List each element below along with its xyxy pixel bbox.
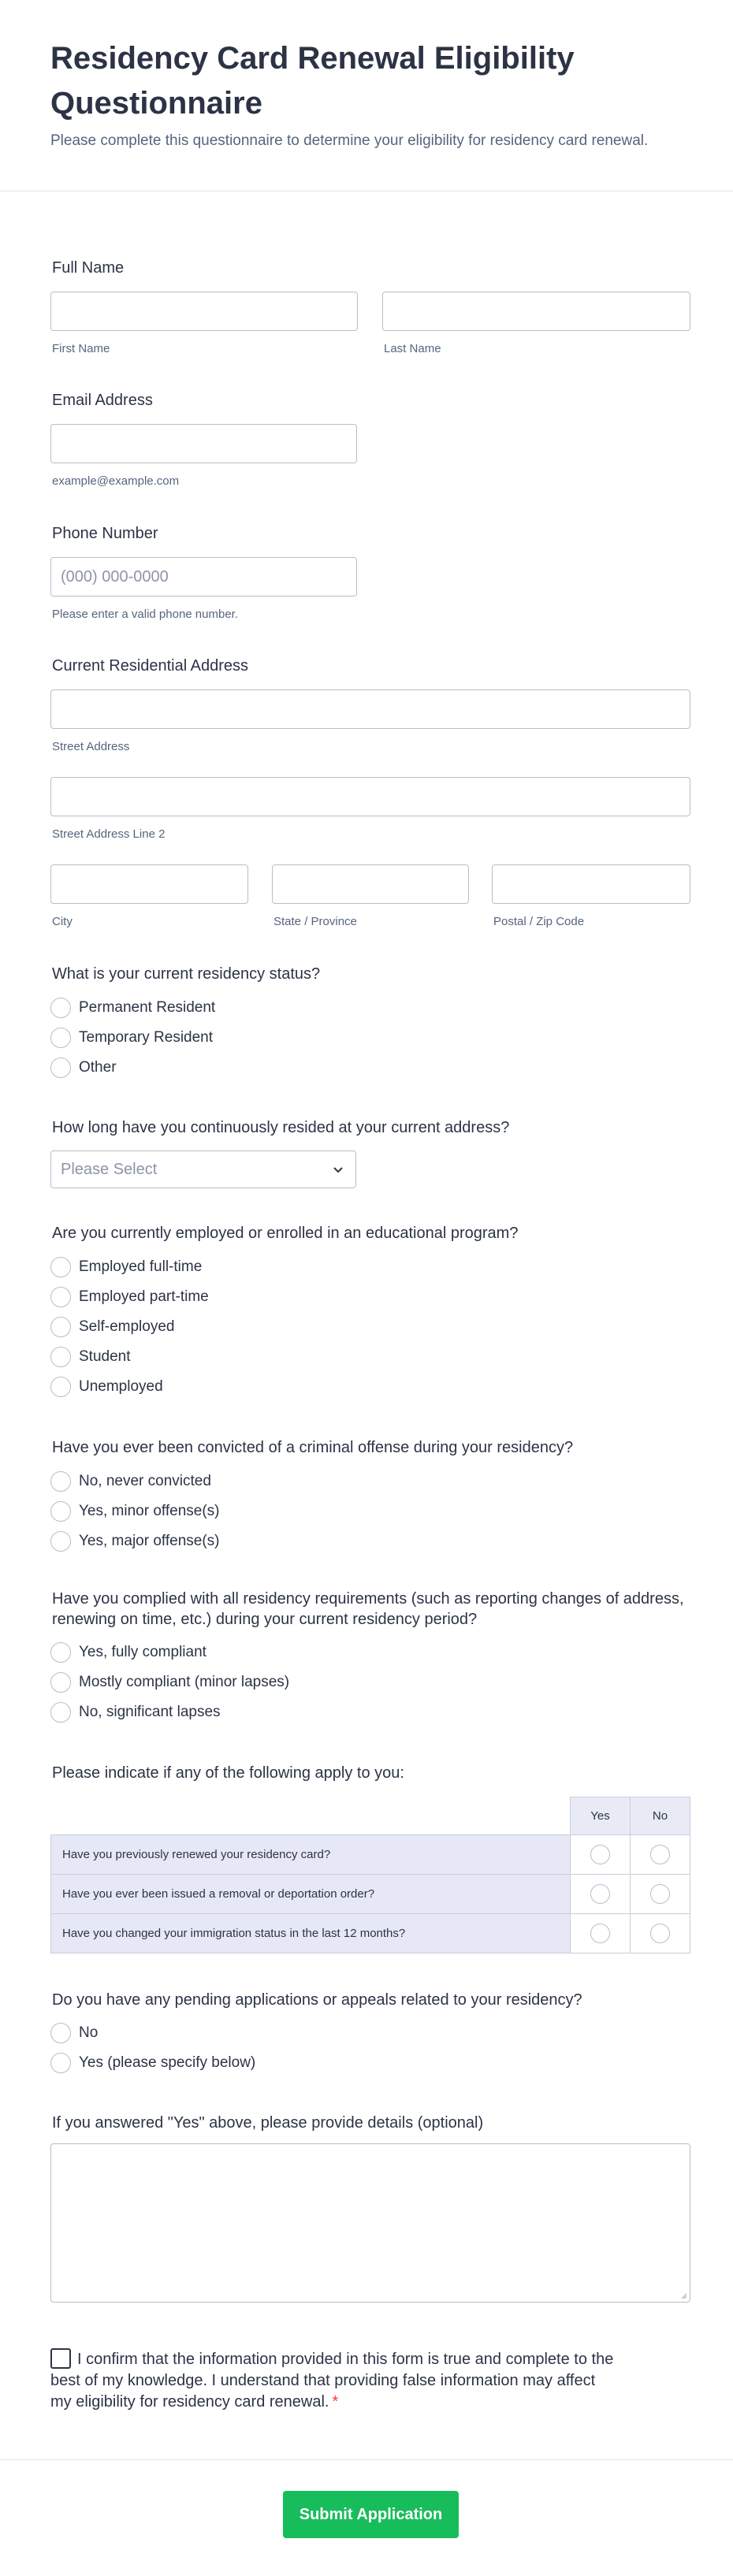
matrix-cell-no[interactable] — [631, 1875, 690, 1914]
matrix-col-yes: Yes — [571, 1797, 631, 1835]
radio-label: Employed part-time — [79, 1288, 209, 1305]
radio-label: Yes (please specify below) — [79, 2054, 256, 2071]
details-label: If you answered "Yes" above, please provide details (optional) — [52, 2114, 484, 2132]
zip-sublabel: Postal / Zip Code — [493, 915, 585, 928]
phone-sublabel: Please enter a valid phone number. — [52, 608, 238, 621]
radio-circle[interactable] — [50, 1257, 71, 1277]
radio-circle[interactable] — [590, 1924, 610, 1943]
email-label: Email Address — [52, 392, 153, 409]
employment-option-student[interactable] — [50, 1346, 131, 1368]
employment-label: Are you currently employed or enrolled in an educational program? — [52, 1225, 519, 1242]
compliance-option-fully[interactable] — [50, 1641, 207, 1663]
city-sublabel: City — [52, 915, 73, 928]
employment-option-part-time[interactable] — [50, 1286, 209, 1308]
required-mark: * — [332, 2393, 339, 2411]
consent-block — [50, 2348, 618, 2413]
matrix-cell-yes[interactable] — [571, 1914, 631, 1953]
matrix-corner — [51, 1797, 571, 1835]
phone-label: Phone Number — [52, 525, 158, 542]
street-address-line2-input[interactable] — [50, 777, 690, 816]
email-input[interactable] — [50, 424, 357, 463]
criminal-label: Have you ever been convicted of a criminal offense during your residency? — [52, 1439, 574, 1456]
street-address-line2-sublabel: Street Address Line 2 — [52, 827, 166, 841]
matrix-table — [50, 1797, 690, 1953]
radio-label: Permanent Resident — [79, 999, 216, 1016]
radio-label: Self-employed — [79, 1318, 175, 1335]
consent-checkbox[interactable] — [50, 2348, 71, 2369]
residency-option-temporary[interactable] — [50, 1027, 213, 1049]
criminal-option-major[interactable] — [50, 1530, 219, 1552]
footer-divider — [0, 2459, 733, 2460]
radio-circle[interactable] — [50, 1702, 71, 1723]
compliance-option-mostly[interactable] — [50, 1671, 289, 1693]
employment-option-self-employed[interactable] — [50, 1316, 174, 1338]
matrix-row-question: Have you ever been issued a removal or deportation order? — [51, 1875, 571, 1914]
matrix-row — [51, 1914, 690, 1953]
criminal-option-minor[interactable] — [50, 1500, 219, 1522]
residency-status-label: What is your current residency status? — [52, 965, 321, 983]
phone-input[interactable] — [50, 557, 357, 597]
radio-circle[interactable] — [50, 1287, 71, 1307]
duration-label: How long have you continuously resided at your current address? — [52, 1119, 510, 1136]
last-name-sublabel: Last Name — [384, 342, 441, 355]
pending-option-no[interactable] — [50, 2022, 98, 2044]
radio-circle[interactable] — [650, 1884, 670, 1904]
email-sublabel: example@example.com — [52, 474, 180, 488]
radio-circle[interactable] — [50, 1028, 71, 1048]
employment-option-full-time[interactable] — [50, 1256, 202, 1278]
chevron-down-icon — [330, 1162, 346, 1177]
radio-label: Yes, fully compliant — [79, 1644, 207, 1660]
matrix-cell-no[interactable] — [631, 1914, 690, 1953]
radio-label: Yes, major offense(s) — [79, 1533, 220, 1549]
street-address-sublabel: Street Address — [52, 740, 130, 753]
radio-circle[interactable] — [50, 1058, 71, 1078]
radio-label: Employed full-time — [79, 1258, 203, 1275]
duration-select[interactable] — [50, 1150, 356, 1188]
details-textarea[interactable] — [50, 2143, 690, 2303]
radio-circle[interactable] — [50, 1531, 71, 1552]
radio-circle[interactable] — [590, 1884, 610, 1904]
city-input[interactable] — [50, 864, 248, 904]
matrix-row — [51, 1875, 690, 1914]
radio-circle[interactable] — [650, 1924, 670, 1943]
radio-label: Yes, minor offense(s) — [79, 1503, 220, 1519]
radio-circle[interactable] — [50, 1672, 71, 1693]
matrix-label: Please indicate if any of the following apply to you: — [52, 1764, 404, 1782]
form-subtitle: Please complete this questionnaire to determine your eligibility for residency card renewal. — [50, 132, 649, 149]
matrix-row — [51, 1835, 690, 1875]
radio-label: Student — [79, 1348, 131, 1365]
radio-circle[interactable] — [50, 1471, 71, 1492]
radio-circle[interactable] — [50, 2053, 71, 2073]
matrix-cell-no[interactable] — [631, 1835, 690, 1875]
consent-text: I confirm that the information provided in this form is true and complete to the best of my knowledge. I understand that providing false information may affect my eligibility for residency card renewal. — [50, 2351, 614, 2411]
radio-circle[interactable] — [50, 1317, 71, 1337]
state-sublabel: State / Province — [273, 915, 357, 928]
radio-label: No, never convicted — [79, 1473, 211, 1489]
form-title: Residency Card Renewal Eligibility Questionnaire — [50, 41, 575, 121]
pending-option-yes[interactable] — [50, 2052, 255, 2074]
address-label: Current Residential Address — [52, 657, 249, 675]
matrix-cell-yes[interactable] — [571, 1875, 631, 1914]
pending-label: Do you have any pending applications or appeals related to your residency? — [52, 1991, 582, 2009]
first-name-input[interactable] — [50, 292, 358, 331]
radio-circle[interactable] — [50, 998, 71, 1018]
radio-circle[interactable] — [50, 1377, 71, 1397]
form-header — [0, 0, 733, 191]
matrix-row-question: Have you previously renewed your residency card? — [51, 1835, 571, 1875]
last-name-input[interactable] — [382, 292, 690, 331]
residency-option-permanent[interactable] — [50, 997, 215, 1019]
residency-option-other[interactable] — [50, 1057, 117, 1079]
state-input[interactable] — [272, 864, 469, 904]
duration-selected-value: Please Select — [61, 1160, 158, 1178]
radio-label: No, significant lapses — [79, 1704, 221, 1720]
first-name-sublabel: First Name — [52, 342, 110, 355]
radio-label: Other — [79, 1059, 117, 1076]
radio-label: Temporary Resident — [79, 1029, 214, 1046]
radio-circle[interactable] — [50, 2023, 71, 2043]
radio-circle[interactable] — [50, 1347, 71, 1367]
compliance-label: Have you complied with all residency requirements (such as reporting changes of address, renewing on time, etc.) during your current residency period? — [52, 1590, 684, 1628]
compliance-option-no[interactable] — [50, 1701, 221, 1723]
criminal-option-never[interactable] — [50, 1470, 211, 1492]
submit-button[interactable]: Submit Application — [283, 2491, 459, 2538]
zip-input[interactable] — [492, 864, 690, 904]
street-address-input[interactable] — [50, 690, 690, 729]
radio-circle[interactable] — [50, 1501, 71, 1522]
matrix-col-no: No — [631, 1797, 690, 1835]
employment-option-unemployed[interactable] — [50, 1376, 163, 1398]
radio-label: No — [79, 2024, 99, 2041]
radio-label: Unemployed — [79, 1378, 163, 1395]
radio-circle[interactable] — [590, 1845, 610, 1864]
radio-label: Mostly compliant (minor lapses) — [79, 1674, 290, 1690]
full-name-label: Full Name — [52, 259, 125, 277]
radio-circle[interactable] — [650, 1845, 670, 1864]
resize-handle-icon[interactable] — [679, 2292, 687, 2299]
radio-circle[interactable] — [50, 1642, 71, 1663]
matrix-cell-yes[interactable] — [571, 1835, 631, 1875]
matrix-row-question: Have you changed your immigration status in the last 12 months? — [51, 1914, 571, 1953]
